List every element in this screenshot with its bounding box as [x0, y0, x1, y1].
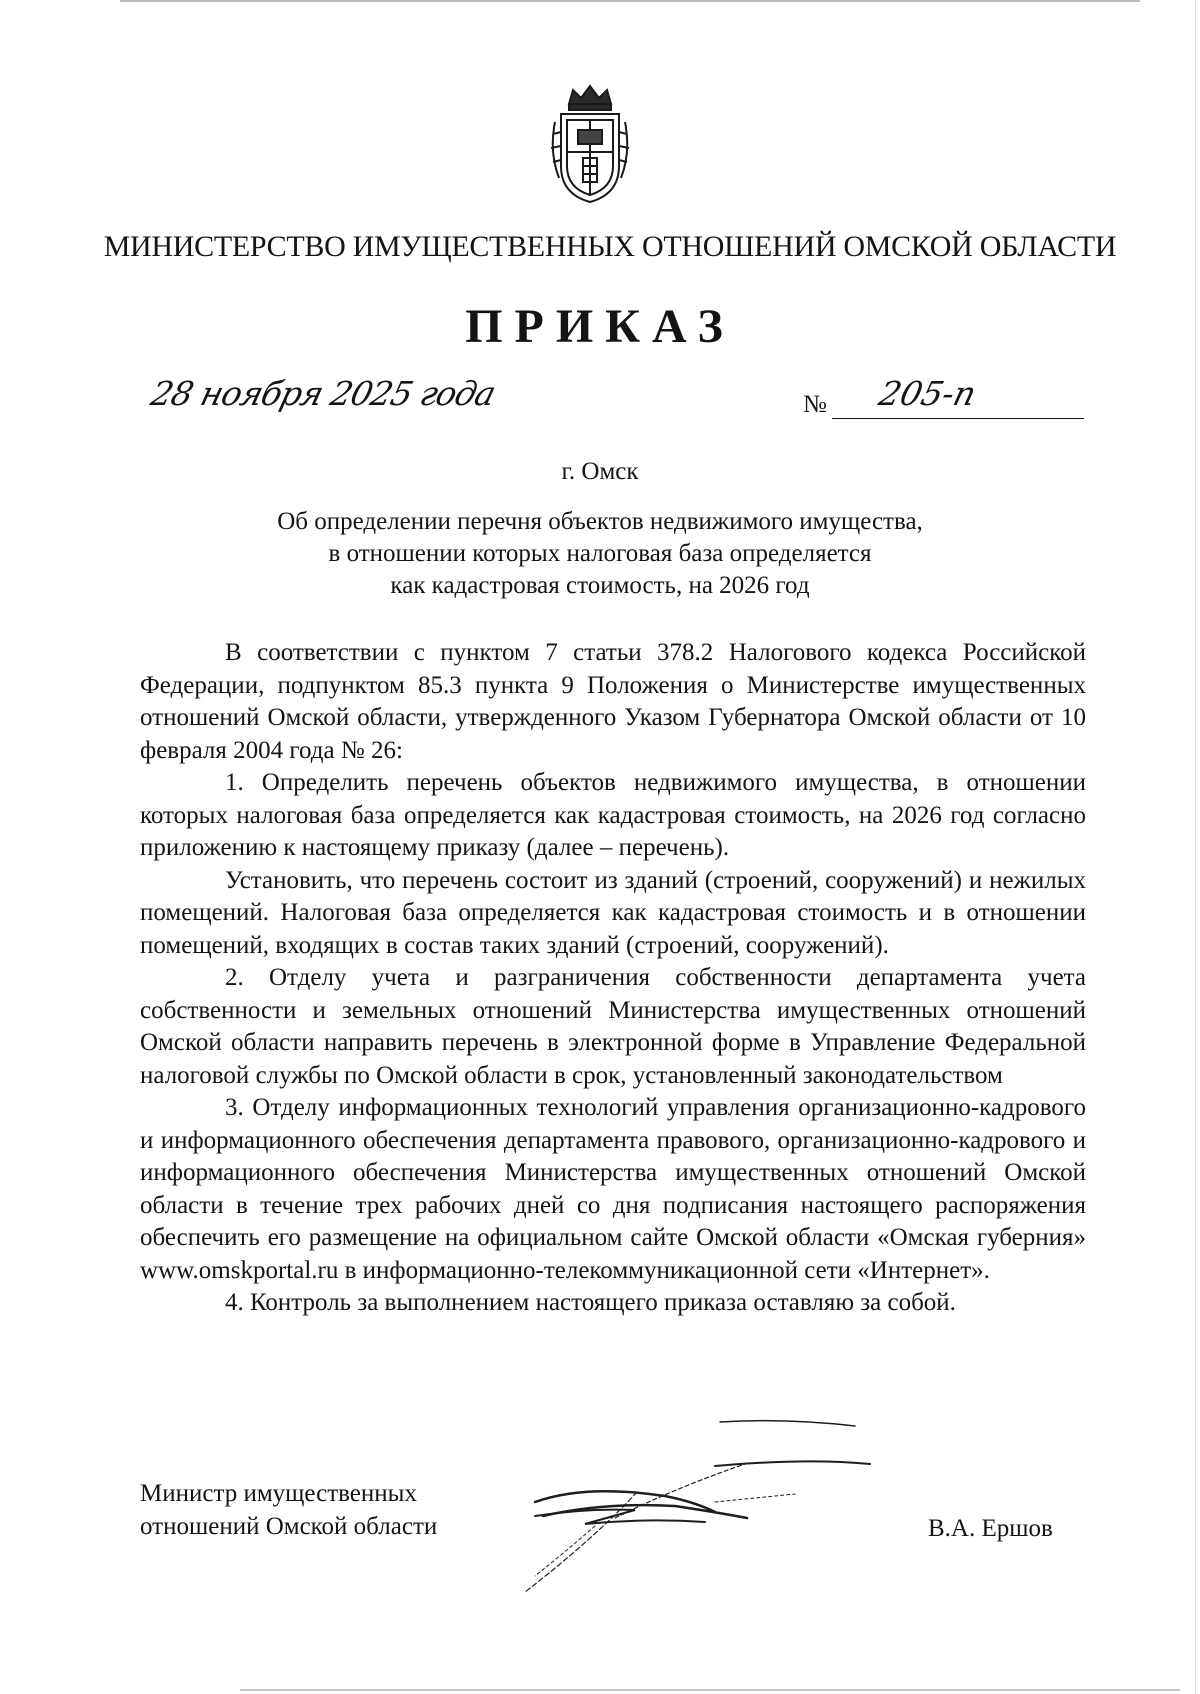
ministry-name: МИНИСТЕРСТВО ИМУЩЕСТВЕННЫХ ОТНОШЕНИЙ ОМСКОЙ ОБЛАСТИ — [103, 230, 1117, 263]
subject-line: в отношении которых налоговая база определяется — [328, 540, 872, 567]
body-paragraph-preamble: В соответствии с пунктом 7 статьи 378.2 Налогового кодекса Российской Федерации, подпунктом 85.3 пункта 9 Положения о Министерстве имущественных отношений Омской области, утвержденного Указом Губернатора Омской области от 10 февраля 2004 года № 26: — [140, 639, 1086, 764]
coat-of-arms-icon — [547, 82, 633, 206]
document-type-title: ПРИКАЗ — [465, 300, 735, 353]
number-underline — [832, 418, 1084, 419]
document-body — [140, 637, 1086, 1320]
city-name: г. Омск — [561, 458, 639, 485]
body-paragraph-item-2: 2. Отделу учета и разграничения собственности департамента учета собственности и земельных отношений Министерства имущественных отношений Омской области направить перечень в электронной форме в Управление Федеральной налоговой службы по Омской области в срок, установленный законодательством — [140, 964, 1086, 1089]
scan-edge-right — [1195, 0, 1196, 1694]
signatory-position-line: Министр имущественных — [140, 1480, 417, 1507]
number-label: № — [803, 391, 827, 418]
body-paragraph-item-1-detail: Установить, что перечень состоит из зданий (строений, сооружений) и нежилых помещений. Налоговая база определяется как кадастровая стоимость и в отношении помещений, входящих в состав таких зданий (строений, сооружений). — [140, 866, 1086, 959]
subject-line: как кадастровая стоимость, на 2026 год — [390, 572, 810, 599]
signatory-name: В.А. Ершов — [928, 1515, 1053, 1542]
scan-edge-top — [120, 0, 1140, 2]
scan-edge-bottom — [240, 1689, 1180, 1691]
body-paragraph-item-1: 1. Определить перечень объектов недвижимого имущества, в отношении которых налоговая база определяется как кадастровая стоимость, на 2026 год согласно приложению к настоящему приказу (далее – перечень). — [140, 769, 1086, 861]
handwritten-date: 28 ноября 2025 года — [147, 374, 500, 413]
body-paragraph-item-3: 3. Отделу информационных технологий управления организационно-кадрового и информационного обеспечения департамента правового, организационно-кадрового и информационного обеспечения Министерства имущественных отношений Омской области в течение трех рабочих дней со дня подписания настоящего распоряжения обеспечить его размещение на официальном сайте Омской области «Омская губерния» www.omskportal.ru в информационно-телекоммуникационной сети «Интернет». — [140, 1094, 1086, 1284]
document-subject — [150, 506, 1050, 602]
signatory-position-line: отношений Омской области — [140, 1513, 438, 1540]
subject-line: Об определении перечня объектов недвижимого имущества, — [277, 508, 923, 535]
handwritten-number: 205-п — [875, 374, 981, 413]
body-paragraph-item-4: 4. Контроль за выполнением настоящего приказа оставляю за собой. — [225, 1289, 956, 1316]
signatory-position — [140, 1477, 437, 1543]
